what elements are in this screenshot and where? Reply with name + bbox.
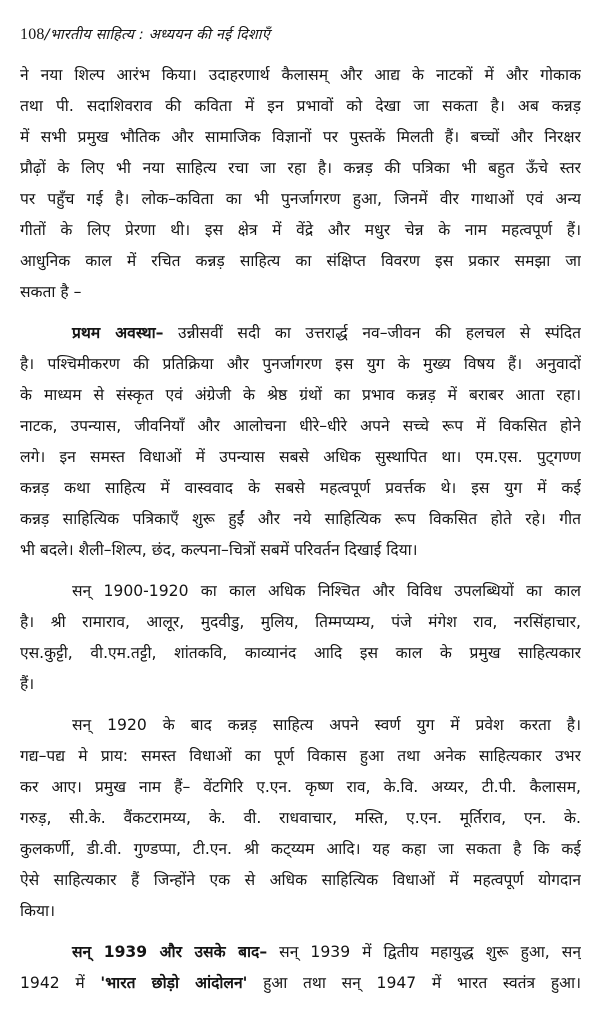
text-line: आधुनिक काल में रचित कन्नड़ साहित्य का संक्षिप्त विवरण इस प्रकार समझा जा bbox=[20, 252, 581, 270]
text-line: सन् 1939 और उसके बाद– सन् 1939 में द्वितीय महायुद्ध शुरू हुआ, सन् bbox=[72, 943, 581, 961]
paragraph-1939-onwards bbox=[20, 937, 581, 999]
text-line: प्रथम अवस्था– उन्नीसवीं सदी का उत्तरार्द्ध नव–जीवन की हलचल से स्पंदित bbox=[72, 324, 581, 342]
running-header bbox=[20, 24, 270, 44]
paragraph-after-1920 bbox=[20, 710, 581, 927]
text-line: के माध्यम से संस्कृत एवं अंग्रेजी के श्रेष्ठ ग्रंथों का प्रभाव कन्नड़ में बराबर आता रहा। bbox=[20, 386, 581, 404]
text-line: ने नया शिल्प आरंभ किया। उदाहरणार्थ कैलासम् और आद्य के नाटकों में और गोकाक bbox=[20, 66, 581, 84]
text-line: ऐसे साहित्यकार हैं जिन्होंने एक से अधिक साहित्यिक विधाओं में महत्वपूर्ण योगदान bbox=[20, 871, 581, 889]
text-line: लगे। इन समस्त विधाओं में उपन्यास सबसे अधिक सुस्थापित था। एम.एस. पुट्गण्ण bbox=[20, 448, 581, 466]
book-title: भारतीय साहित्य : अध्ययन की नई दिशाएँ bbox=[49, 27, 270, 43]
text-line: नाटक, उपन्यास, जीवनियाँ और आलोचना धीरे–धीरे अपने सच्चे रूप में विकसित होने bbox=[20, 417, 581, 435]
page-body bbox=[20, 60, 581, 999]
paragraph-first-stage bbox=[20, 318, 581, 566]
page-number: 108 bbox=[20, 26, 45, 43]
text-line: सन् 1900-1920 का काल अधिक निश्चित और विविध उपलब्धियों का काल bbox=[72, 582, 581, 600]
text-line: सकता है – bbox=[20, 283, 82, 301]
text-line: गीतों के लिए प्रेरणा थी। इस क्षेत्र में वेंद्रे और मधुर चेन्न के नाम महत्वपूर्ण हैं। bbox=[20, 221, 581, 239]
text-line: में सभी प्रमुख भौतिक और सामाजिक विज्ञानों पर पुस्तकें मिलती हैं। बच्चों और निरक्षर bbox=[20, 128, 581, 146]
text-line: पर पहुँच गई है। लोक–कविता का भी पुनर्जागरण हुआ, जिनमें वीर गाथाओं एवं अन्य bbox=[20, 190, 581, 208]
quoted-term: 'भारत छोड़ो आंदोलन' bbox=[100, 974, 248, 992]
text-line: किया। bbox=[20, 902, 56, 920]
section-lead: सन् 1939 और उसके बाद– bbox=[72, 943, 268, 961]
section-lead: प्रथम अवस्था– bbox=[72, 324, 164, 342]
text-line: हैं। bbox=[20, 675, 35, 693]
paragraph-intro bbox=[20, 60, 581, 308]
text-line: भी बदले। शैली–शिल्प, छंद, कल्पना–चित्रों सबमें परिवर्तन दिखाई दिया। bbox=[20, 541, 418, 559]
header-separator: / bbox=[44, 27, 50, 43]
text-line: 1942 में 'भारत छोड़ो आंदोलन' हुआ तथा सन् 1947 में भारत स्वतंत्र हुआ। bbox=[20, 974, 581, 992]
text-line: है। पश्चिमीकरण की प्रतिक्रिया और पुनर्जागरण इस युग के मुख्य विषय हैं। अनुवादों bbox=[20, 355, 581, 373]
text-line: गद्य–पद्य मे प्राय: समस्त विधाओं का पूर्ण विकास हुआ तथा अनेक साहित्यकार उभर bbox=[20, 747, 581, 765]
text-line: सन् 1920 के बाद कन्नड़ साहित्य अपने स्वर्ण युग में प्रवेश करता है। bbox=[72, 716, 581, 734]
text-line: गरुड़, सी.के. वैंकटरामय्य, के. वी. राधवाचार, मस्ति, ए.एन. मूर्तिराव, एन. के. bbox=[20, 809, 581, 827]
text-line: एस.कुट्टी, वी.एम.तट्टी, शांतकवि, काव्यानंद आदि इस काल के प्रमुख साहित्यकार bbox=[20, 644, 581, 662]
text-line: कन्नड़ साहित्यिक पत्रिकाएँ शुरू हुईं और नये साहित्यिक रूप विकसित होते रहे। गीत bbox=[20, 510, 581, 528]
text-line: कुलकर्णी, डी.वी. गुण्डप्पा, टी.एन. श्री कट्य्यम आदि। यह कहा जा सकता है कि कई bbox=[20, 840, 581, 858]
text-line: तथा पी. सदाशिवराव की कविता में इन प्रभावों को देखा जा सकता है। अब कन्नड़ bbox=[20, 97, 581, 115]
text-line: कन्नड़ कथा साहित्य में वास्ववाद के सबसे महत्वपूर्ण प्रवर्त्तक थे। इस युग में कई bbox=[20, 479, 581, 497]
text-line: है। श्री रामाराव, आलूर, मुदवीडु, मुलिय, तिम्मप्यम्य, पंजे मंगेश राव, नरसिंहाचार, bbox=[20, 613, 581, 631]
paragraph-1900-1920 bbox=[20, 576, 581, 700]
text-line: प्रौढ़ों के लिए भी नया साहित्य रचा जा रहा है। कन्नड़ की पत्रिका भी बहुत ऊँचे स्तर bbox=[20, 159, 581, 177]
text-line: कर आए। प्रमुख नाम हैं– वेंटगिरि ए.एन. कृष्ण राव, के.वि. अय्यर, टी.पी. कैलासम, bbox=[20, 778, 581, 796]
